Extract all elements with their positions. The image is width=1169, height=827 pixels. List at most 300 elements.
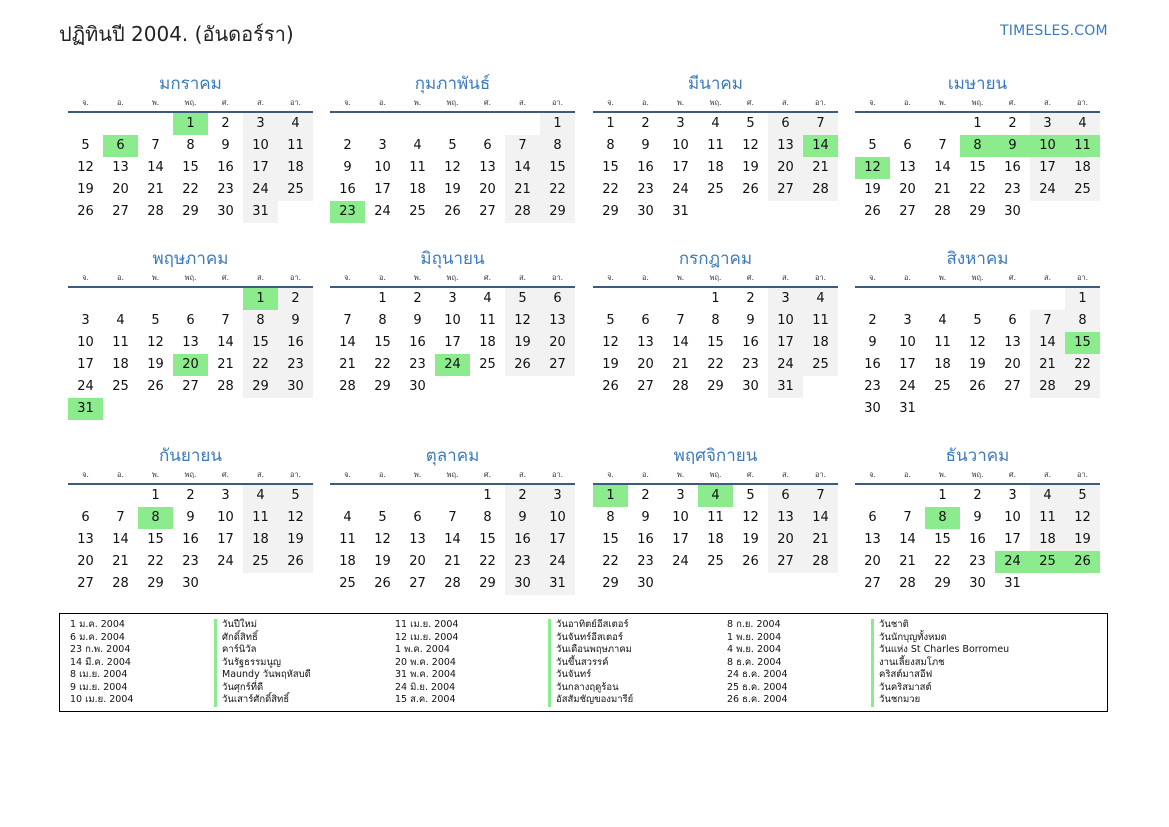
day-cell[interactable]: 15 — [243, 332, 278, 354]
day-cell[interactable]: 26 — [278, 551, 313, 573]
day-cell[interactable]: 22 — [1065, 354, 1100, 376]
day-cell-holiday[interactable]: 23 — [330, 201, 365, 223]
day-cell[interactable]: 12 — [374, 532, 391, 547]
day-cell-holiday[interactable]: 8 — [925, 507, 960, 529]
day-cell[interactable]: 9 — [221, 138, 230, 153]
day-cell[interactable]: 19 — [742, 532, 759, 547]
day-cell[interactable]: 25 — [409, 204, 426, 219]
day-cell[interactable]: 20 — [479, 182, 496, 197]
day-cell[interactable]: 5 — [746, 488, 755, 503]
day-cell-holiday[interactable]: 10 — [1030, 135, 1065, 157]
day-cell[interactable]: 28 — [444, 576, 461, 591]
day-cell[interactable]: 31 — [1004, 576, 1021, 591]
day-cell[interactable]: 26 — [742, 554, 759, 569]
day-cell[interactable]: 1 — [483, 488, 492, 503]
day-cell[interactable]: 3 — [676, 116, 685, 131]
day-cell[interactable]: 20 — [864, 554, 881, 569]
day-cell[interactable]: 12 — [278, 507, 313, 529]
day-cell[interactable]: 14 — [672, 335, 689, 350]
day-cell[interactable]: 7 — [803, 113, 838, 135]
day-cell[interactable]: 12 — [969, 335, 986, 350]
day-cell[interactable]: 13 — [77, 532, 94, 547]
day-cell[interactable]: 1 — [938, 488, 947, 503]
day-cell[interactable]: 24 — [540, 551, 575, 573]
day-cell[interactable]: 8 — [711, 313, 720, 328]
day-cell[interactable]: 9 — [746, 313, 755, 328]
day-cell[interactable]: 8 — [483, 510, 492, 525]
day-cell[interactable]: 5 — [81, 138, 90, 153]
day-cell[interactable]: 10 — [768, 310, 803, 332]
day-cell[interactable]: 27 — [479, 204, 496, 219]
day-cell-holiday[interactable]: 24 — [435, 354, 470, 376]
day-cell[interactable]: 13 — [768, 135, 803, 157]
day-cell[interactable]: 3 — [243, 113, 278, 135]
day-cell[interactable]: 21 — [672, 357, 689, 372]
day-cell[interactable]: 2 — [641, 488, 650, 503]
day-cell[interactable]: 25 — [707, 554, 724, 569]
day-cell[interactable]: 17 — [243, 157, 278, 179]
day-cell[interactable]: 1 — [378, 291, 387, 306]
day-cell-holiday[interactable]: 25 — [1030, 551, 1065, 573]
day-cell[interactable]: 14 — [147, 160, 164, 175]
day-cell[interactable]: 3 — [378, 138, 387, 153]
day-cell[interactable]: 17 — [374, 182, 391, 197]
day-cell[interactable]: 4 — [278, 113, 313, 135]
day-cell[interactable]: 5 — [746, 116, 755, 131]
day-cell[interactable]: 4 — [1065, 113, 1100, 135]
day-cell[interactable]: 29 — [540, 201, 575, 223]
day-cell-holiday[interactable]: 4 — [698, 485, 733, 507]
day-cell[interactable]: 29 — [602, 204, 619, 219]
day-cell[interactable]: 6 — [768, 485, 803, 507]
day-cell[interactable]: 26 — [969, 379, 986, 394]
day-cell[interactable]: 4 — [116, 313, 125, 328]
day-cell[interactable]: 7 — [903, 510, 912, 525]
day-cell[interactable]: 18 — [112, 357, 129, 372]
day-cell[interactable]: 4 — [413, 138, 422, 153]
day-cell[interactable]: 13 — [1004, 335, 1021, 350]
day-cell[interactable]: 23 — [278, 354, 313, 376]
day-cell[interactable]: 26 — [505, 354, 540, 376]
day-cell[interactable]: 18 — [707, 532, 724, 547]
day-cell[interactable]: 16 — [864, 357, 881, 372]
day-cell[interactable]: 15 — [374, 335, 391, 350]
day-cell[interactable]: 9 — [186, 510, 195, 525]
day-cell[interactable]: 7 — [343, 313, 352, 328]
day-cell[interactable]: 6 — [186, 313, 195, 328]
day-cell[interactable]: 21 — [339, 357, 356, 372]
day-cell[interactable]: 29 — [707, 379, 724, 394]
day-cell[interactable]: 22 — [147, 554, 164, 569]
day-cell[interactable]: 18 — [707, 160, 724, 175]
day-cell[interactable]: 12 — [602, 335, 619, 350]
day-cell[interactable]: 2 — [973, 488, 982, 503]
day-cell[interactable]: 16 — [1004, 160, 1021, 175]
day-cell[interactable]: 29 — [374, 379, 391, 394]
day-cell[interactable]: 14 — [803, 507, 838, 529]
day-cell[interactable]: 9 — [505, 507, 540, 529]
day-cell[interactable]: 17 — [77, 357, 94, 372]
day-cell[interactable]: 9 — [868, 335, 877, 350]
day-cell[interactable]: 15 — [540, 157, 575, 179]
day-cell[interactable]: 25 — [479, 357, 496, 372]
day-cell[interactable]: 13 — [112, 160, 129, 175]
day-cell[interactable]: 26 — [374, 576, 391, 591]
day-cell[interactable]: 11 — [707, 510, 724, 525]
day-cell[interactable]: 3 — [903, 313, 912, 328]
day-cell[interactable]: 19 — [602, 357, 619, 372]
day-cell-holiday[interactable]: 9 — [995, 135, 1030, 157]
day-cell[interactable]: 3 — [768, 288, 803, 310]
day-cell-holiday[interactable]: 26 — [1065, 551, 1100, 573]
day-cell[interactable]: 19 — [374, 554, 391, 569]
day-cell[interactable]: 27 — [637, 379, 654, 394]
day-cell[interactable]: 19 — [1065, 529, 1100, 551]
day-cell[interactable]: 7 — [116, 510, 125, 525]
day-cell[interactable]: 18 — [803, 332, 838, 354]
day-cell[interactable]: 9 — [278, 310, 313, 332]
day-cell[interactable]: 13 — [864, 532, 881, 547]
day-cell[interactable]: 9 — [973, 510, 982, 525]
day-cell[interactable]: 23 — [1004, 182, 1021, 197]
day-cell[interactable]: 8 — [606, 138, 615, 153]
day-cell[interactable]: 17 — [768, 332, 803, 354]
day-cell[interactable]: 13 — [899, 160, 916, 175]
day-cell[interactable]: 2 — [1008, 116, 1017, 131]
day-cell[interactable]: 14 — [444, 532, 461, 547]
day-cell[interactable]: 12 — [77, 160, 94, 175]
day-cell[interactable]: 20 — [112, 182, 129, 197]
day-cell[interactable]: 14 — [112, 532, 129, 547]
day-cell[interactable]: 3 — [1030, 113, 1065, 135]
day-cell[interactable]: 10 — [899, 335, 916, 350]
day-cell[interactable]: 18 — [479, 335, 496, 350]
day-cell[interactable]: 6 — [903, 138, 912, 153]
day-cell[interactable]: 23 — [742, 357, 759, 372]
day-cell[interactable]: 7 — [448, 510, 457, 525]
day-cell[interactable]: 6 — [1008, 313, 1017, 328]
day-cell-holiday[interactable]: 1 — [243, 288, 278, 310]
day-cell[interactable]: 15 — [707, 335, 724, 350]
day-cell[interactable]: 10 — [444, 313, 461, 328]
day-cell[interactable]: 11 — [934, 335, 951, 350]
day-cell[interactable]: 13 — [182, 335, 199, 350]
day-cell[interactable]: 31 — [672, 204, 689, 219]
day-cell[interactable]: 13 — [409, 532, 426, 547]
day-cell[interactable]: 3 — [221, 488, 230, 503]
day-cell[interactable]: 24 — [243, 179, 278, 201]
day-cell-holiday[interactable]: 20 — [173, 354, 208, 376]
day-cell[interactable]: 1 — [973, 116, 982, 131]
day-cell[interactable]: 3 — [540, 485, 575, 507]
day-cell[interactable]: 15 — [147, 532, 164, 547]
day-cell[interactable]: 13 — [768, 507, 803, 529]
day-cell[interactable]: 5 — [1065, 485, 1100, 507]
day-cell[interactable]: 10 — [217, 510, 234, 525]
day-cell[interactable]: 23 — [637, 182, 654, 197]
day-cell[interactable]: 16 — [742, 335, 759, 350]
day-cell[interactable]: 20 — [768, 157, 803, 179]
day-cell[interactable]: 7 — [938, 138, 947, 153]
day-cell[interactable]: 5 — [868, 138, 877, 153]
day-cell[interactable]: 7 — [803, 485, 838, 507]
day-cell[interactable]: 10 — [672, 510, 689, 525]
day-cell[interactable]: 12 — [147, 335, 164, 350]
day-cell[interactable]: 26 — [742, 182, 759, 197]
day-cell[interactable]: 28 — [339, 379, 356, 394]
day-cell-holiday[interactable]: 12 — [855, 157, 890, 179]
day-cell[interactable]: 19 — [444, 182, 461, 197]
day-cell[interactable]: 8 — [378, 313, 387, 328]
day-cell[interactable]: 30 — [182, 576, 199, 591]
day-cell[interactable]: 22 — [602, 182, 619, 197]
day-cell[interactable]: 8 — [1065, 310, 1100, 332]
day-cell[interactable]: 11 — [243, 507, 278, 529]
day-cell[interactable]: 11 — [479, 313, 496, 328]
day-cell[interactable]: 20 — [540, 332, 575, 354]
day-cell[interactable]: 10 — [77, 335, 94, 350]
day-cell[interactable]: 22 — [969, 182, 986, 197]
day-cell[interactable]: 27 — [77, 576, 94, 591]
day-cell[interactable]: 25 — [339, 576, 356, 591]
day-cell[interactable]: 14 — [1030, 332, 1065, 354]
day-cell[interactable]: 12 — [742, 138, 759, 153]
day-cell[interactable]: 17 — [1030, 157, 1065, 179]
day-cell[interactable]: 10 — [243, 135, 278, 157]
day-cell-holiday[interactable]: 14 — [803, 135, 838, 157]
day-cell[interactable]: 11 — [409, 160, 426, 175]
day-cell[interactable]: 30 — [637, 576, 654, 591]
day-cell[interactable]: 30 — [505, 573, 540, 595]
day-cell[interactable]: 31 — [768, 376, 803, 398]
day-cell[interactable]: 30 — [864, 401, 881, 416]
day-cell[interactable]: 14 — [217, 335, 234, 350]
day-cell[interactable]: 20 — [637, 357, 654, 372]
day-cell[interactable]: 10 — [1004, 510, 1021, 525]
day-cell[interactable]: 29 — [479, 576, 496, 591]
day-cell[interactable]: 12 — [1065, 507, 1100, 529]
day-cell[interactable]: 14 — [339, 335, 356, 350]
day-cell[interactable]: 28 — [217, 379, 234, 394]
day-cell[interactable]: 15 — [479, 532, 496, 547]
day-cell[interactable]: 22 — [707, 357, 724, 372]
day-cell[interactable]: 11 — [339, 532, 356, 547]
day-cell[interactable]: 6 — [540, 288, 575, 310]
day-cell[interactable]: 10 — [540, 507, 575, 529]
day-cell[interactable]: 24 — [899, 379, 916, 394]
day-cell[interactable]: 14 — [505, 157, 540, 179]
site-logo[interactable]: TIMESLES.COM — [1000, 23, 1108, 39]
day-cell[interactable]: 11 — [803, 310, 838, 332]
day-cell[interactable]: 23 — [637, 554, 654, 569]
day-cell[interactable]: 11 — [278, 135, 313, 157]
day-cell[interactable]: 18 — [1065, 157, 1100, 179]
day-cell[interactable]: 6 — [768, 113, 803, 135]
day-cell[interactable]: 3 — [676, 488, 685, 503]
day-cell[interactable]: 5 — [151, 313, 160, 328]
day-cell[interactable]: 13 — [637, 335, 654, 350]
day-cell[interactable]: 16 — [969, 532, 986, 547]
day-cell[interactable]: 4 — [711, 116, 720, 131]
day-cell[interactable]: 29 — [243, 376, 278, 398]
day-cell[interactable]: 10 — [374, 160, 391, 175]
day-cell[interactable]: 26 — [602, 379, 619, 394]
day-cell[interactable]: 21 — [444, 554, 461, 569]
day-cell[interactable]: 21 — [217, 357, 234, 372]
day-cell[interactable]: 18 — [243, 529, 278, 551]
day-cell[interactable]: 20 — [1004, 357, 1021, 372]
day-cell[interactable]: 12 — [505, 310, 540, 332]
day-cell[interactable]: 20 — [768, 529, 803, 551]
day-cell[interactable]: 8 — [540, 135, 575, 157]
day-cell[interactable]: 1 — [151, 488, 160, 503]
day-cell[interactable]: 8 — [606, 510, 615, 525]
day-cell[interactable]: 31 — [899, 401, 916, 416]
day-cell[interactable]: 21 — [803, 157, 838, 179]
day-cell[interactable]: 18 — [934, 357, 951, 372]
day-cell[interactable]: 7 — [676, 313, 685, 328]
day-cell[interactable]: 16 — [182, 532, 199, 547]
day-cell[interactable]: 17 — [672, 160, 689, 175]
day-cell[interactable]: 7 — [221, 313, 230, 328]
day-cell[interactable]: 7 — [1030, 310, 1065, 332]
day-cell[interactable]: 22 — [602, 554, 619, 569]
day-cell[interactable]: 2 — [413, 291, 422, 306]
day-cell[interactable]: 22 — [540, 179, 575, 201]
day-cell[interactable]: 3 — [448, 291, 457, 306]
day-cell[interactable]: 4 — [1030, 485, 1065, 507]
day-cell[interactable]: 6 — [483, 138, 492, 153]
day-cell[interactable]: 10 — [672, 138, 689, 153]
day-cell[interactable]: 25 — [1065, 179, 1100, 201]
day-cell[interactable]: 14 — [899, 532, 916, 547]
day-cell[interactable]: 9 — [641, 510, 650, 525]
day-cell[interactable]: 19 — [278, 529, 313, 551]
day-cell[interactable]: 27 — [112, 204, 129, 219]
day-cell[interactable]: 16 — [409, 335, 426, 350]
day-cell[interactable]: 6 — [81, 510, 90, 525]
day-cell[interactable]: 25 — [934, 379, 951, 394]
day-cell[interactable]: 26 — [444, 204, 461, 219]
day-cell[interactable]: 28 — [505, 201, 540, 223]
day-cell[interactable]: 28 — [1030, 376, 1065, 398]
day-cell[interactable]: 30 — [637, 204, 654, 219]
day-cell[interactable]: 20 — [77, 554, 94, 569]
day-cell[interactable]: 4 — [938, 313, 947, 328]
day-cell[interactable]: 30 — [409, 379, 426, 394]
day-cell[interactable]: 29 — [182, 204, 199, 219]
day-cell-holiday[interactable]: 8 — [138, 507, 173, 529]
day-cell[interactable]: 6 — [413, 510, 422, 525]
day-cell-holiday[interactable]: 31 — [68, 398, 103, 420]
day-cell[interactable]: 3 — [1008, 488, 1017, 503]
day-cell[interactable]: 29 — [934, 576, 951, 591]
day-cell[interactable]: 21 — [803, 529, 838, 551]
day-cell[interactable]: 23 — [182, 554, 199, 569]
day-cell[interactable]: 6 — [641, 313, 650, 328]
day-cell[interactable]: 2 — [505, 485, 540, 507]
day-cell[interactable]: 17 — [540, 529, 575, 551]
day-cell[interactable]: 30 — [217, 204, 234, 219]
day-cell[interactable]: 1 — [1065, 288, 1100, 310]
day-cell[interactable]: 4 — [483, 291, 492, 306]
day-cell[interactable]: 22 — [934, 554, 951, 569]
day-cell[interactable]: 24 — [77, 379, 94, 394]
day-cell[interactable]: 23 — [217, 182, 234, 197]
day-cell[interactable]: 5 — [378, 510, 387, 525]
day-cell[interactable]: 28 — [899, 576, 916, 591]
day-cell[interactable]: 25 — [707, 182, 724, 197]
day-cell[interactable]: 21 — [899, 554, 916, 569]
day-cell[interactable]: 28 — [672, 379, 689, 394]
day-cell[interactable]: 27 — [1004, 379, 1021, 394]
day-cell[interactable]: 23 — [864, 379, 881, 394]
day-cell[interactable]: 22 — [374, 357, 391, 372]
day-cell[interactable]: 25 — [803, 354, 838, 376]
day-cell[interactable]: 9 — [343, 160, 352, 175]
day-cell[interactable]: 16 — [278, 332, 313, 354]
day-cell[interactable]: 25 — [278, 179, 313, 201]
day-cell[interactable]: 28 — [803, 179, 838, 201]
day-cell[interactable]: 13 — [540, 310, 575, 332]
day-cell[interactable]: 6 — [868, 510, 877, 525]
day-cell[interactable]: 2 — [641, 116, 650, 131]
day-cell[interactable]: 27 — [768, 551, 803, 573]
day-cell[interactable]: 17 — [217, 532, 234, 547]
day-cell[interactable]: 9 — [641, 138, 650, 153]
day-cell-holiday[interactable]: 1 — [593, 485, 628, 507]
day-cell[interactable]: 7 — [505, 135, 540, 157]
day-cell[interactable]: 23 — [409, 357, 426, 372]
day-cell[interactable]: 24 — [672, 554, 689, 569]
day-cell[interactable]: 24 — [374, 204, 391, 219]
day-cell-holiday[interactable]: 1 — [173, 113, 208, 135]
day-cell[interactable]: 16 — [505, 529, 540, 551]
day-cell[interactable]: 5 — [448, 138, 457, 153]
day-cell[interactable]: 29 — [147, 576, 164, 591]
day-cell[interactable]: 2 — [343, 138, 352, 153]
day-cell[interactable]: 30 — [969, 576, 986, 591]
day-cell[interactable]: 11 — [707, 138, 724, 153]
day-cell[interactable]: 27 — [409, 576, 426, 591]
day-cell[interactable]: 16 — [637, 532, 654, 547]
day-cell[interactable]: 24 — [1030, 179, 1065, 201]
day-cell[interactable]: 30 — [278, 376, 313, 398]
day-cell[interactable]: 18 — [339, 554, 356, 569]
day-cell[interactable]: 5 — [606, 313, 615, 328]
day-cell[interactable]: 27 — [540, 354, 575, 376]
day-cell[interactable]: 8 — [243, 310, 278, 332]
day-cell[interactable]: 15 — [969, 160, 986, 175]
day-cell[interactable]: 15 — [182, 160, 199, 175]
day-cell[interactable]: 20 — [409, 554, 426, 569]
day-cell[interactable]: 2 — [868, 313, 877, 328]
day-cell[interactable]: 21 — [112, 554, 129, 569]
day-cell[interactable]: 31 — [540, 573, 575, 595]
day-cell[interactable]: 4 — [343, 510, 352, 525]
day-cell[interactable]: 4 — [803, 288, 838, 310]
day-cell[interactable]: 19 — [969, 357, 986, 372]
day-cell[interactable]: 2 — [278, 288, 313, 310]
day-cell[interactable]: 1 — [540, 113, 575, 135]
day-cell[interactable]: 5 — [278, 485, 313, 507]
day-cell[interactable]: 19 — [864, 182, 881, 197]
day-cell[interactable]: 11 — [112, 335, 129, 350]
day-cell[interactable]: 15 — [602, 160, 619, 175]
day-cell-holiday[interactable]: 24 — [995, 551, 1030, 573]
day-cell[interactable]: 17 — [1004, 532, 1021, 547]
day-cell[interactable]: 18 — [409, 182, 426, 197]
